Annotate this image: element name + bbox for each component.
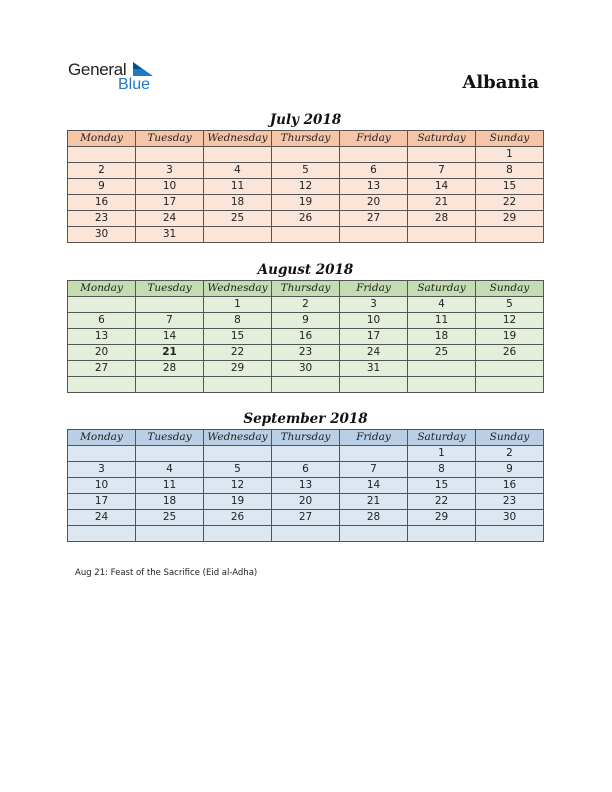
weekday-header: Thursday: [272, 281, 340, 297]
day-cell: 19: [272, 195, 340, 211]
day-cell: 11: [136, 478, 204, 494]
day-cell: 17: [68, 494, 136, 510]
logo-blue-text: Blue: [118, 76, 151, 93]
day-cell: 18: [408, 329, 476, 345]
day-cell: 1: [204, 297, 272, 313]
day-cell: 14: [340, 478, 408, 494]
day-cell: [408, 377, 476, 393]
weekday-header: Wednesday: [204, 430, 272, 446]
day-cell: [408, 227, 476, 243]
day-cell: 4: [204, 163, 272, 179]
day-cell: 5: [476, 297, 544, 313]
week-row: [68, 345, 544, 361]
day-cell: 15: [476, 179, 544, 195]
day-cell: 15: [204, 329, 272, 345]
weekday-header: Saturday: [408, 281, 476, 297]
weekday-header: Thursday: [272, 131, 340, 147]
day-cell: 18: [136, 494, 204, 510]
day-cell: 6: [272, 462, 340, 478]
day-cell: 22: [408, 494, 476, 510]
week-row: [68, 462, 544, 478]
day-cell: [204, 377, 272, 393]
day-cell: 29: [476, 211, 544, 227]
day-cell: 13: [272, 478, 340, 494]
day-cell: 8: [476, 163, 544, 179]
calendar-table: [67, 280, 544, 393]
day-cell: 16: [68, 195, 136, 211]
day-cell: 11: [408, 313, 476, 329]
day-cell: 26: [476, 345, 544, 361]
week-row: [68, 361, 544, 377]
weekday-header: Wednesday: [204, 131, 272, 147]
day-cell: [340, 227, 408, 243]
day-cell: [272, 446, 340, 462]
day-cell: 26: [272, 211, 340, 227]
day-cell: 22: [476, 195, 544, 211]
week-row: [68, 446, 544, 462]
day-cell: 21: [408, 195, 476, 211]
month-title: July 2018: [269, 112, 342, 128]
day-cell: [136, 526, 204, 542]
month-title: August 2018: [257, 262, 354, 278]
day-cell: [68, 147, 136, 163]
day-cell: 4: [408, 297, 476, 313]
day-cell: [340, 377, 408, 393]
day-cell: 21: [340, 494, 408, 510]
day-cell: 13: [340, 179, 408, 195]
day-cell: 23: [272, 345, 340, 361]
day-cell: [408, 361, 476, 377]
country-title: Albania: [462, 72, 539, 93]
weekday-header: Tuesday: [136, 430, 204, 446]
day-cell: [340, 147, 408, 163]
day-cell: 14: [136, 329, 204, 345]
day-cell: 27: [68, 361, 136, 377]
day-cell: 18: [204, 195, 272, 211]
weekday-header: Friday: [340, 281, 408, 297]
day-cell: 13: [68, 329, 136, 345]
day-cell: [272, 377, 340, 393]
weekday-header-row: [68, 430, 544, 446]
day-cell: [204, 227, 272, 243]
day-cell: 24: [340, 345, 408, 361]
week-row: [68, 147, 544, 163]
day-cell: 28: [408, 211, 476, 227]
week-row: [68, 478, 544, 494]
weekday-header: Monday: [68, 131, 136, 147]
week-row: [68, 297, 544, 313]
day-cell: [476, 361, 544, 377]
day-cell: 25: [204, 211, 272, 227]
month-title: September 2018: [243, 411, 368, 427]
day-cell: 28: [340, 510, 408, 526]
day-cell: [68, 297, 136, 313]
weekday-header: Friday: [340, 430, 408, 446]
holiday-notes: [75, 568, 257, 578]
day-cell: 10: [136, 179, 204, 195]
day-cell: [408, 526, 476, 542]
week-row: [68, 179, 544, 195]
day-cell: 1: [476, 147, 544, 163]
day-cell: 20: [68, 345, 136, 361]
day-cell: 30: [272, 361, 340, 377]
day-cell: 2: [68, 163, 136, 179]
week-row: [68, 526, 544, 542]
day-cell: 16: [272, 329, 340, 345]
weekday-header: Monday: [68, 281, 136, 297]
day-cell: [476, 526, 544, 542]
day-cell: 6: [68, 313, 136, 329]
day-cell: 23: [476, 494, 544, 510]
day-cell: 10: [340, 313, 408, 329]
day-cell: 31: [136, 227, 204, 243]
day-cell: [272, 227, 340, 243]
month-july: [67, 110, 544, 243]
day-cell: 27: [272, 510, 340, 526]
day-cell: [204, 147, 272, 163]
day-cell: 5: [204, 462, 272, 478]
weekday-header: Monday: [68, 430, 136, 446]
day-cell: 26: [204, 510, 272, 526]
day-cell: [340, 526, 408, 542]
day-cell: [68, 377, 136, 393]
day-cell: [408, 147, 476, 163]
weekday-header: Tuesday: [136, 281, 204, 297]
day-cell: 2: [476, 446, 544, 462]
day-cell: 9: [476, 462, 544, 478]
weekday-header: Sunday: [476, 281, 544, 297]
week-row: [68, 494, 544, 510]
day-cell: [476, 377, 544, 393]
day-cell: 8: [408, 462, 476, 478]
day-cell: 9: [68, 179, 136, 195]
day-cell: 3: [340, 297, 408, 313]
weekday-header: Wednesday: [204, 281, 272, 297]
weekday-header-row: [68, 281, 544, 297]
week-row: [68, 163, 544, 179]
weekday-header: Thursday: [272, 430, 340, 446]
weekday-header: Sunday: [476, 131, 544, 147]
weekday-header: Friday: [340, 131, 408, 147]
day-cell: 29: [408, 510, 476, 526]
day-cell: 9: [272, 313, 340, 329]
week-row: [68, 329, 544, 345]
month-september: [67, 409, 544, 542]
weekday-header: Tuesday: [136, 131, 204, 147]
day-cell: 4: [136, 462, 204, 478]
day-cell: [272, 147, 340, 163]
logo-general-text: General: [68, 60, 127, 79]
day-cell: 2: [272, 297, 340, 313]
day-cell: 14: [408, 179, 476, 195]
day-cell: 3: [68, 462, 136, 478]
day-cell: [136, 377, 204, 393]
day-cell: [68, 526, 136, 542]
weekday-header: Sunday: [476, 430, 544, 446]
day-cell: 28: [136, 361, 204, 377]
day-cell: 12: [476, 313, 544, 329]
week-row: [68, 377, 544, 393]
weekday-header: Saturday: [408, 430, 476, 446]
calendar-table: [67, 130, 544, 243]
day-cell: 12: [204, 478, 272, 494]
day-cell: 17: [136, 195, 204, 211]
day-cell: 1: [408, 446, 476, 462]
week-row: [68, 510, 544, 526]
day-cell: 12: [272, 179, 340, 195]
day-cell: 30: [68, 227, 136, 243]
day-cell: [204, 446, 272, 462]
day-cell: [136, 446, 204, 462]
day-cell: 15: [408, 478, 476, 494]
day-cell: [272, 526, 340, 542]
day-cell: 8: [204, 313, 272, 329]
day-cell: 24: [136, 211, 204, 227]
day-cell: [340, 446, 408, 462]
day-cell: [476, 227, 544, 243]
day-cell: [68, 446, 136, 462]
day-cell: 25: [136, 510, 204, 526]
day-cell: 23: [68, 211, 136, 227]
day-cell: 30: [476, 510, 544, 526]
weekday-header-row: [68, 131, 544, 147]
day-cell: 11: [204, 179, 272, 195]
day-cell: 25: [408, 345, 476, 361]
day-cell: 7: [408, 163, 476, 179]
day-cell: 19: [204, 494, 272, 510]
week-row: [68, 211, 544, 227]
day-cell: 29: [204, 361, 272, 377]
day-cell: [136, 297, 204, 313]
holiday-note: Aug 21: Feast of the Sacrifice (Eid al-Adha): [75, 568, 258, 578]
week-row: [68, 195, 544, 211]
day-cell: 7: [340, 462, 408, 478]
weekday-header: Saturday: [408, 131, 476, 147]
day-cell: 19: [476, 329, 544, 345]
day-cell: 22: [204, 345, 272, 361]
week-row: [68, 313, 544, 329]
day-cell: 16: [476, 478, 544, 494]
calendar-table: [67, 429, 544, 542]
day-cell: [204, 526, 272, 542]
holiday-day-cell: 21: [136, 345, 204, 361]
day-cell: 31: [340, 361, 408, 377]
day-cell: 5: [272, 163, 340, 179]
week-row: [68, 227, 544, 243]
day-cell: 27: [340, 211, 408, 227]
day-cell: 10: [68, 478, 136, 494]
day-cell: 3: [136, 163, 204, 179]
day-cell: 24: [68, 510, 136, 526]
day-cell: 7: [136, 313, 204, 329]
day-cell: [136, 147, 204, 163]
day-cell: 20: [272, 494, 340, 510]
logo: [68, 60, 168, 96]
month-august: [67, 260, 544, 393]
day-cell: 17: [340, 329, 408, 345]
day-cell: 20: [340, 195, 408, 211]
day-cell: 6: [340, 163, 408, 179]
